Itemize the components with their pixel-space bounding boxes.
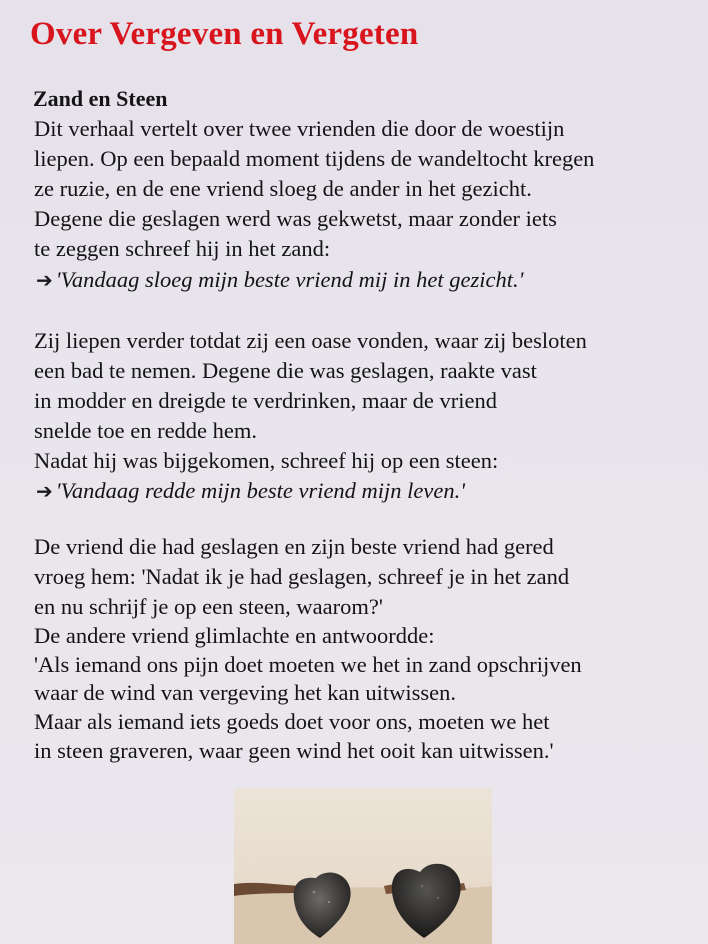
paragraph-1-line: liepen. Op een bepaald moment tijdens de wandeltocht kregen: [34, 146, 595, 171]
quote-stone-text: 'Vandaag redde mijn beste vriend mijn leven.': [55, 478, 466, 503]
paragraph-3-line: 'Als iemand ons pijn doet moeten we het in zand opschrijven: [34, 652, 582, 677]
paragraph-2-line: Zij liepen verder totdat zij een oase vonden, waar zij besloten: [34, 328, 587, 353]
paragraph-1-line: ze ruzie, en de ene vriend sloeg de ander in het gezicht.: [34, 176, 532, 201]
paragraph-2-line: in modder en dreigde te verdrinken, maar de vriend: [34, 388, 497, 413]
paragraph-3-line: en nu schrijf je op een steen, waarom?': [34, 594, 383, 619]
paragraph-1-line: Dit verhaal vertelt over twee vrienden die door de woestijn: [34, 116, 565, 141]
paragraph-3-line: waar de wind van vergeving het kan uitwissen.: [34, 680, 456, 705]
right-arrow-icon: ➔: [36, 479, 53, 503]
paragraph-2-line: snelde toe en redde hem.: [34, 418, 258, 443]
page-title: Over Vergeven en Vergeten: [30, 16, 419, 52]
paragraph-2-line: een bad te nemen. Degene die was geslagen, raakte vast: [34, 358, 537, 383]
paragraph-2-line: Nadat hij was bijgekomen, schreef hij op een steen:: [34, 448, 499, 473]
paragraph-3-line: Maar als iemand iets goeds doet voor ons, moeten we het: [34, 709, 550, 734]
quote-sand-text: 'Vandaag sloeg mijn beste vriend mij in het gezicht.': [55, 267, 524, 292]
quote-stone: [36, 480, 465, 503]
quote-sand: [36, 269, 523, 292]
paragraph-3-line: De andere vriend glimlachte en antwoordde:: [34, 623, 435, 648]
paragraph-3-line: De vriend die had geslagen en zijn beste vriend had gered: [34, 534, 554, 559]
paragraph-1-line: Degene die geslagen werd was gekwetst, maar zonder iets: [34, 206, 557, 231]
section-heading: Zand en Steen: [33, 86, 168, 111]
paragraph-1-line: te zeggen schreef hij in het zand:: [34, 236, 331, 261]
heart-stones-photo: [234, 788, 492, 944]
right-arrow-icon: ➔: [36, 268, 53, 292]
paragraph-3-line: vroeg hem: 'Nadat ik je had geslagen, schreef je in het zand: [34, 564, 570, 589]
paragraph-3-line: in steen graveren, waar geen wind het ooit kan uitwissen.': [34, 738, 554, 763]
